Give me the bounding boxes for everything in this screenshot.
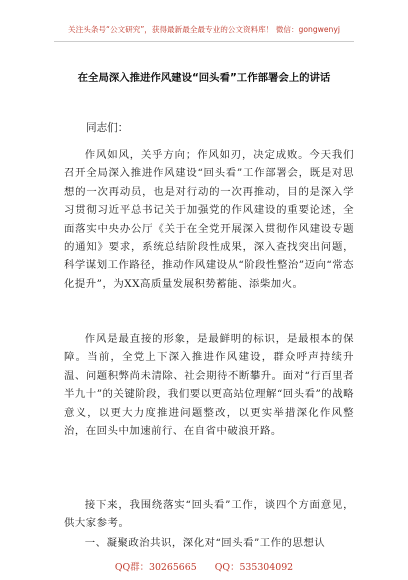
header-banner: [0, 25, 408, 35]
footer-qq-number: QQ：535304092: [214, 562, 294, 573]
footer-qq-group: QQ群：30265665: [114, 562, 197, 573]
body-paragraph-3: 接下来，我围绕落实“回头看”工作，谈四个方面意见，供大家参考。: [64, 499, 354, 530]
body-paragraph-1: 作风如风，关乎方向；作风如刃，决定成败。今天我们召开全局深入推进作风建设“回头看”工作部署会，既是对思想的一次再动员，也是对行动的一次再推动，目的是深入学习贯彻习近平总书记关于加强党的作风建设的重要论述，全面落实中央办公厅《关于在全党开展深入贯彻作风建设专题的通知》要求，系统总结阶段性成果，深入查找突出问题，科学谋划工作路径，推动作风建设从“阶段性整治”迈向“常态化提升”，为XX高质量发展积势蓄能、添柴加火。: [64, 149, 354, 290]
header-divider: [54, 41, 354, 42]
salutation: 同志们：: [86, 122, 129, 134]
header-banner-text: 关注头条号“公文研究”，获得最新最全最专业的公文资料库！ 微信：gongwenyj: [68, 25, 340, 34]
footer-contact: [0, 562, 408, 574]
document-title: 在全局深入推进作风建设“回头看”工作部署会上的讲话: [77, 72, 331, 84]
section-heading-1: 一、凝聚政治共识，深化对“回头看”工作的思想认: [84, 537, 326, 549]
body-paragraph-2: 作风是最直接的形象，是最鲜明的标识，是最根本的保障。当前，全党上下深入推进作风建设，群众呼声持续升温、问题积弊尚未清除、社会期待不断攀升。面对“行百里者半九十”的关键阶段，我们要以更高站位理解“回头看”的战略意义，以更大力度推进问题整改，以更实举措深化作风整治，在回头中加速前行、在自省中破浪开路。: [64, 333, 354, 438]
